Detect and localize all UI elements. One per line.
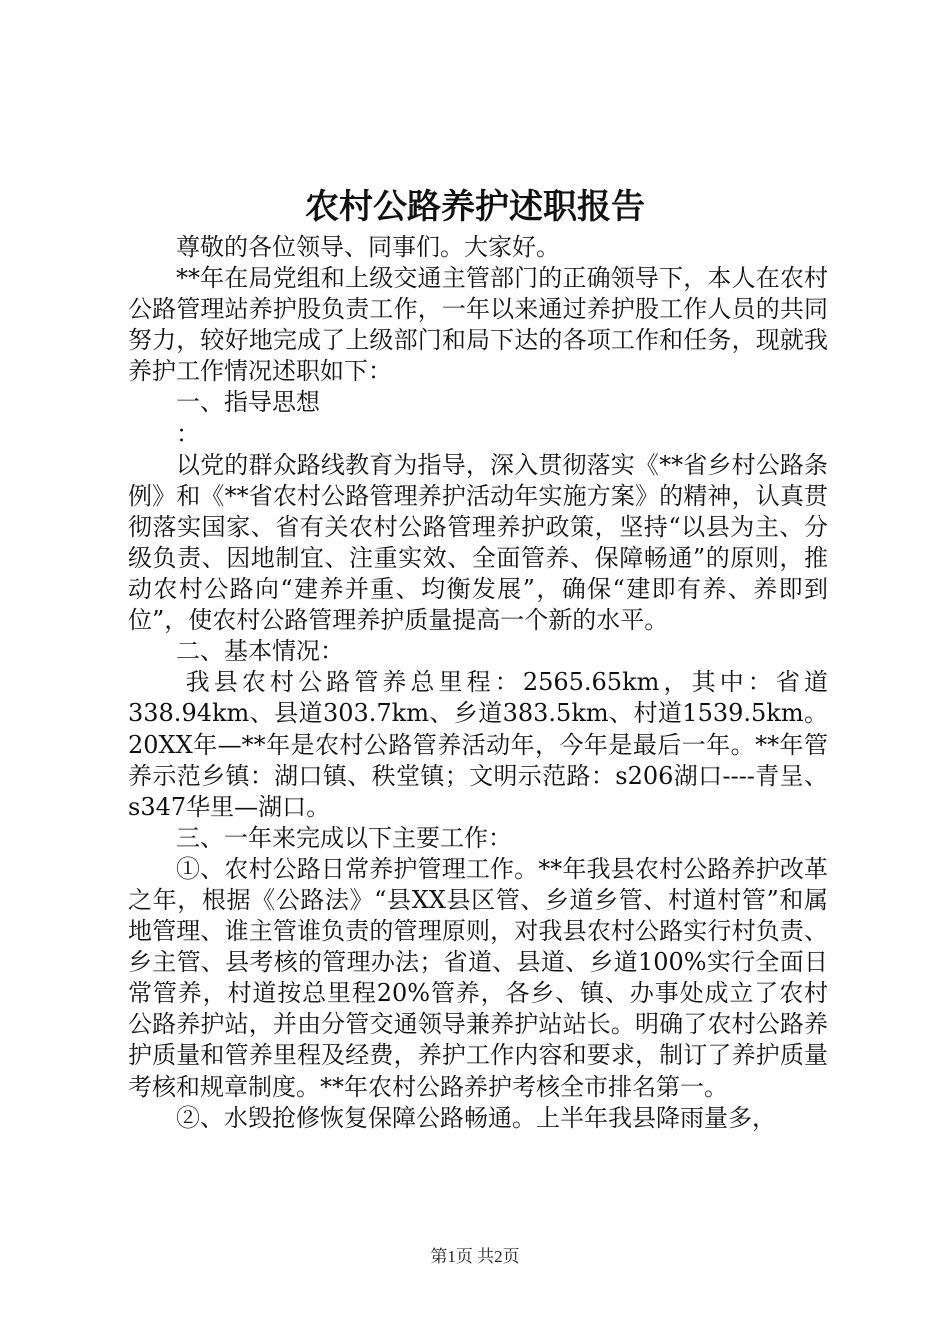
guiding-thought-paragraph: 以党的群众路线教育为指导，深入贯彻落实《**省乡村公路条例》和《**省农村公路管理养护活动年实施方案》的精神，认真贯彻落实国家、省有关农村公路管理养护政策，坚持“以县为主、分级负责、因地制宜、注重实效、全面管养、保障畅通”的原则，推动农村公路向“建养并重、均衡发展”，确保“建即有养、养即到位”，使农村公路管理养护质量提高一个新的水平。 (128, 450, 828, 635)
basic-situation-paragraph: 我县农村公路管养总里程：2565.65km，其中：省道338.94km、县道303.7km、乡道383.5km、村道1539.5km。20XX年—**年是农村公路管养活动年，今年是最后一年。**年管养示范乡镇：湖口镇、秩堂镇；文明示范路：s206湖口----青呈、s347华里—湖口。 (128, 668, 828, 821)
section-heading-basic-situation: 二、基本情况： (176, 637, 344, 666)
work-item-1-paragraph: ①、农村公路日常养护管理工作。**年我县农村公路养护改革之年，根据《公路法》“县XX县区管、乡道乡管、村道村管”和属地管理、谁主管谁负责的管理原则，对我县农村公路实行村负责、乡主管、县考核的管理办法；省道、县道、乡道100%实行全面日常管养，村道按总里程20%管养，各乡、镇、办事处成立了农村公路养护站，并由分管交通领导兼养护站站长。明确了农村公路养护质量和管养里程及经费，养护工作内容和要求，制订了养护质量考核和规章制度。**年农村公路养护考核全市排名第一。 (128, 854, 828, 1101)
document-body (128, 232, 828, 1134)
section-heading-main-work: 三、一年来完成以下主要工作： (176, 823, 512, 852)
page-footer: 第1页 共2页 (430, 1247, 520, 1266)
work-item-2-paragraph: ②、水毁抢修恢复保障公路畅通。上半年我县降雨量多， (176, 1103, 776, 1132)
colon-line: ： (176, 419, 200, 448)
section-heading-guiding-thought: 一、指导思想 (176, 388, 320, 417)
intro-paragraph: **年在局党组和上级交通主管部门的正确领导下，本人在农村公路管理站养护股负责工作，一年以来通过养护股工作人员的共同努力，较好地完成了上级部门和局下达的各项工作和任务，现就我养护工作情况述职如下： (128, 264, 828, 386)
document-title: 农村公路养护述职报告 (305, 187, 645, 227)
greeting-paragraph: 尊敬的各位领导、同事们。大家好。 (176, 233, 560, 261)
